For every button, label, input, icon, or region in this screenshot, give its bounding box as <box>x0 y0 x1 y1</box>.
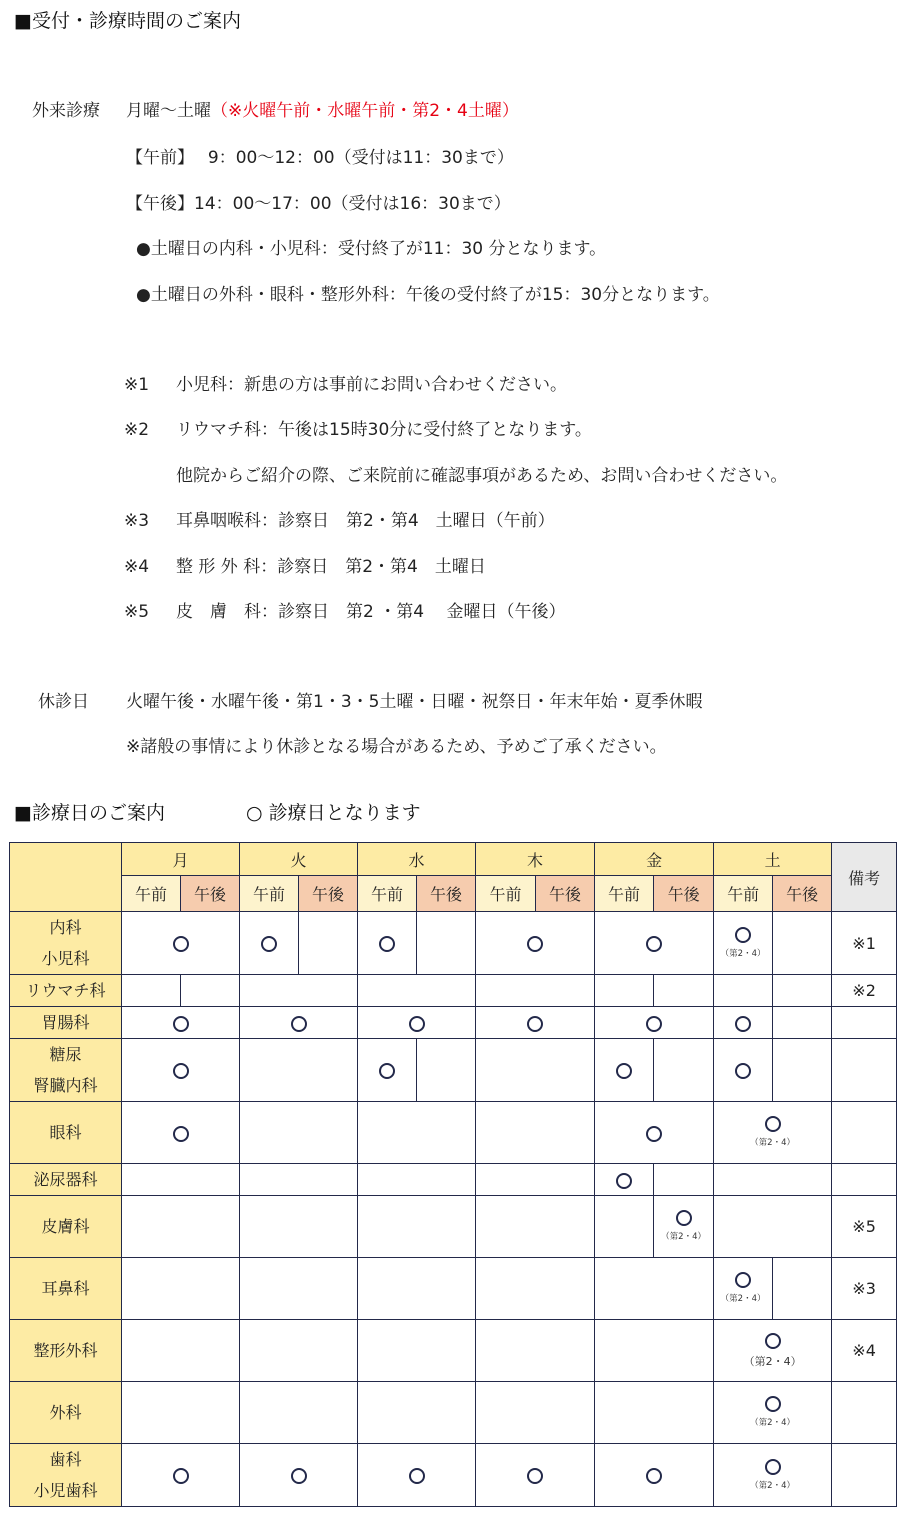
dept-label: 整形外科 <box>10 1320 122 1382</box>
available-circle <box>379 1063 395 1079</box>
holiday-note: ※諸般の事情により休診となる場合があるため、予めご了承ください。 <box>126 737 667 757</box>
available-circle <box>173 936 189 952</box>
saturday-note-1: ●土曜日の内科・小児科：受付終了が11：30 分となります。 <box>136 239 607 259</box>
dept-label: リウマチ科 <box>10 975 122 1007</box>
morning-hours: 【午前】 9：00～12：00（受付は11：30まで） <box>126 148 514 168</box>
note-4: ※4 整 形 外 科：診察日 第2・第4 土曜日 <box>124 557 486 577</box>
thu-cell <box>476 1444 595 1507</box>
holiday-label: 休診日 <box>38 692 89 712</box>
available-circle <box>616 1063 632 1079</box>
remark-cell: ※4 <box>832 1320 897 1382</box>
note-5: ※5 皮 膚 科：診察日 第2 ・第4 金曜日（午後） <box>124 602 566 622</box>
sat-pm-cell <box>773 1007 832 1039</box>
holiday-text: 火曜午後・水曜午後・第1・3・5土曜・日曜・祝祭日・年末年始・夏季休暇 <box>126 692 703 712</box>
day-header-tue: 火 <box>240 843 358 876</box>
thu-cell <box>476 912 595 975</box>
wed-cell <box>358 1007 476 1039</box>
am-header: 午前 <box>122 876 181 912</box>
note-2-cont: 他院からご紹介の際、ご来院前に確認事項があるため、お問い合わせください。 <box>176 466 788 486</box>
remark-cell <box>832 1102 897 1164</box>
sat-am-cell <box>714 1007 773 1039</box>
available-circle <box>527 1468 543 1484</box>
remark-cell: ※3 <box>832 1258 897 1320</box>
days-text: 月曜～土曜 <box>126 101 211 121</box>
available-circle <box>646 1016 662 1032</box>
mon-cell <box>122 1007 240 1039</box>
day-header-wed: 水 <box>358 843 476 876</box>
table-row-hinyouki <box>10 1164 897 1196</box>
dept-label: 糖尿 腎臓内科 <box>10 1039 122 1102</box>
sat-pm-cell <box>773 912 832 975</box>
wed-pm-cell <box>417 1039 476 1102</box>
sub-note: （第2・4） <box>750 1480 795 1491</box>
fri-am-cell <box>595 975 654 1007</box>
mon-cell <box>122 1320 240 1382</box>
available-circle <box>735 1063 751 1079</box>
sat-cell <box>714 1382 832 1444</box>
mon-cell <box>122 1196 240 1258</box>
fri-cell <box>595 1320 714 1382</box>
available-circle <box>409 1016 425 1032</box>
wed-cell <box>358 1102 476 1164</box>
available-circle <box>379 936 395 952</box>
tue-cell <box>240 1444 358 1507</box>
table-row-rheuma <box>10 975 897 1007</box>
tue-am-cell <box>240 912 299 975</box>
fri-cell <box>595 1382 714 1444</box>
am-header: 午前 <box>595 876 654 912</box>
mon-am-cell <box>122 975 181 1007</box>
mon-cell <box>122 1258 240 1320</box>
thu-cell <box>476 975 595 1007</box>
wed-cell <box>358 1444 476 1507</box>
mon-cell <box>122 1444 240 1507</box>
day-header-fri: 金 <box>595 843 714 876</box>
day-header-sat: 土 <box>714 843 832 876</box>
thu-cell <box>476 1007 595 1039</box>
tue-cell <box>240 1320 358 1382</box>
table-row-seikei <box>10 1320 897 1382</box>
available-circle <box>735 927 751 943</box>
available-circle <box>291 1016 307 1032</box>
tue-cell <box>240 1039 358 1102</box>
sub-note: （第2・4） <box>720 1294 766 1305</box>
fri-cell <box>595 1102 714 1164</box>
fri-am-cell <box>595 1039 654 1102</box>
sat-pm-cell <box>773 975 832 1007</box>
pm-header: 午後 <box>773 876 832 912</box>
available-circle <box>173 1468 189 1484</box>
sub-note: （第2・4） <box>720 948 766 959</box>
day-header-thu: 木 <box>476 843 595 876</box>
available-circle <box>616 1173 632 1189</box>
sat-am-cell <box>714 1258 773 1320</box>
legend: ○ 診療日となります <box>246 802 421 824</box>
table-row-ganka <box>10 1102 897 1164</box>
tue-cell <box>240 1007 358 1039</box>
sat-cell <box>714 1444 832 1507</box>
schedule-table <box>9 842 897 1507</box>
available-circle <box>765 1459 781 1475</box>
section-title-days: ■診療日のご案内 <box>14 802 165 824</box>
available-circle <box>765 1116 781 1132</box>
table-row-naika <box>10 912 897 975</box>
dept-label: 皮膚科 <box>10 1196 122 1258</box>
tue-cell <box>240 1102 358 1164</box>
note-2: ※2 リウマチ科：午後は15時30分に受付終了となります。 <box>124 420 592 440</box>
sat-cell <box>714 1196 832 1258</box>
pm-header: 午後 <box>536 876 595 912</box>
pm-header: 午後 <box>654 876 714 912</box>
fri-pm-cell <box>654 1164 714 1196</box>
wed-cell <box>358 1382 476 1444</box>
remark-cell: ※5 <box>832 1196 897 1258</box>
sub-note: （第2・4） <box>661 1232 706 1243</box>
tue-cell <box>240 1164 358 1196</box>
corner-cell <box>10 843 122 912</box>
pm-header: 午後 <box>417 876 476 912</box>
thu-cell <box>476 1196 595 1258</box>
sat-cell <box>714 1320 832 1382</box>
sat-am-cell <box>714 1039 773 1102</box>
wed-cell <box>358 1164 476 1196</box>
dept-label: 泌尿器科 <box>10 1164 122 1196</box>
am-header: 午前 <box>358 876 417 912</box>
table-row-jibi <box>10 1258 897 1320</box>
table-row-tounyou <box>10 1039 897 1102</box>
dept-label: 歯科 小児歯科 <box>10 1444 122 1507</box>
remark-cell <box>832 1444 897 1507</box>
fri-cell <box>595 1007 714 1039</box>
available-circle <box>765 1396 781 1412</box>
thu-cell <box>476 1320 595 1382</box>
fri-cell <box>595 1444 714 1507</box>
dept-label: 外科 <box>10 1382 122 1444</box>
available-circle <box>735 1272 751 1288</box>
fri-am-cell <box>595 1196 654 1258</box>
afternoon-hours: 【午後】14：00～17：00（受付は16：30まで） <box>126 194 511 214</box>
dept-label: 耳鼻科 <box>10 1258 122 1320</box>
remark-cell: ※2 <box>832 975 897 1007</box>
thu-cell <box>476 1164 595 1196</box>
days-note: （※火曜午前・水曜午前・第2・4土曜） <box>211 101 519 121</box>
remarks-header: 備考 <box>832 843 897 912</box>
wed-am-cell <box>358 912 417 975</box>
wed-cell <box>358 1320 476 1382</box>
sat-am-cell <box>714 975 773 1007</box>
outpatient-days <box>126 96 519 121</box>
fri-pm-cell <box>654 1196 714 1258</box>
saturday-note-2: ●土曜日の外科・眼科・整形外科：午後の受付終了が15：30分となります。 <box>136 285 720 305</box>
wed-cell <box>358 975 476 1007</box>
sat-pm-cell <box>773 1258 832 1320</box>
table-row-hifu <box>10 1196 897 1258</box>
dept-label: 胃腸科 <box>10 1007 122 1039</box>
available-circle <box>173 1126 189 1142</box>
note-1: ※1 小児科：新患の方は事前にお問い合わせください。 <box>124 375 567 395</box>
sat-pm-cell <box>773 1039 832 1102</box>
sat-am-cell <box>714 912 773 975</box>
table-row-shika <box>10 1444 897 1507</box>
thu-cell <box>476 1102 595 1164</box>
available-circle <box>409 1468 425 1484</box>
mon-cell <box>122 1039 240 1102</box>
remark-cell <box>832 1164 897 1196</box>
pm-header: 午後 <box>181 876 240 912</box>
remark-cell <box>832 1039 897 1102</box>
sat-cell <box>714 1164 832 1196</box>
fri-pm-cell <box>654 1039 714 1102</box>
available-circle <box>173 1016 189 1032</box>
available-circle <box>173 1063 189 1079</box>
note-3: ※3 耳鼻咽喉科：診察日 第2・第4 土曜日（午前） <box>124 511 555 531</box>
sub-note: （第2・4） <box>750 1418 795 1429</box>
fri-pm-cell <box>654 975 714 1007</box>
day-header-mon: 月 <box>122 843 240 876</box>
tue-pm-cell <box>299 912 358 975</box>
available-circle <box>646 936 662 952</box>
thu-cell <box>476 1039 595 1102</box>
tue-cell <box>240 1258 358 1320</box>
wed-cell <box>358 1258 476 1320</box>
mon-cell <box>122 912 240 975</box>
sub-note: （第2・4） <box>743 1354 802 1368</box>
tue-cell <box>240 975 358 1007</box>
table-row-geka <box>10 1382 897 1444</box>
am-header: 午前 <box>240 876 299 912</box>
available-circle <box>765 1333 781 1349</box>
available-circle <box>646 1468 662 1484</box>
wed-cell <box>358 1196 476 1258</box>
available-circle <box>676 1210 692 1226</box>
wed-am-cell <box>358 1039 417 1102</box>
available-circle <box>261 936 277 952</box>
available-circle <box>527 936 543 952</box>
am-header: 午前 <box>476 876 536 912</box>
mon-cell <box>122 1382 240 1444</box>
fri-am-cell <box>595 1164 654 1196</box>
dept-label: 内科 小児科 <box>10 912 122 975</box>
pm-header: 午後 <box>299 876 358 912</box>
remark-cell <box>832 1382 897 1444</box>
remark-cell: ※1 <box>832 912 897 975</box>
fri-cell <box>595 1258 714 1320</box>
available-circle <box>735 1016 751 1032</box>
mon-cell <box>122 1102 240 1164</box>
fri-cell <box>595 912 714 975</box>
table-row-ichou <box>10 1007 897 1039</box>
tue-cell <box>240 1196 358 1258</box>
thu-cell <box>476 1382 595 1444</box>
available-circle <box>527 1016 543 1032</box>
dept-label: 眼科 <box>10 1102 122 1164</box>
thu-cell <box>476 1258 595 1320</box>
mon-cell <box>122 1164 240 1196</box>
section-title-hours: ■受付・診療時間のご案内 <box>14 10 241 32</box>
sub-note: （第2・4） <box>750 1138 795 1149</box>
mon-pm-cell <box>181 975 240 1007</box>
wed-pm-cell <box>417 912 476 975</box>
available-circle <box>291 1468 307 1484</box>
sat-cell <box>714 1102 832 1164</box>
remark-cell <box>832 1007 897 1039</box>
outpatient-label: 外来診療 <box>32 101 100 121</box>
am-header: 午前 <box>714 876 773 912</box>
available-circle <box>646 1126 662 1142</box>
tue-cell <box>240 1382 358 1444</box>
